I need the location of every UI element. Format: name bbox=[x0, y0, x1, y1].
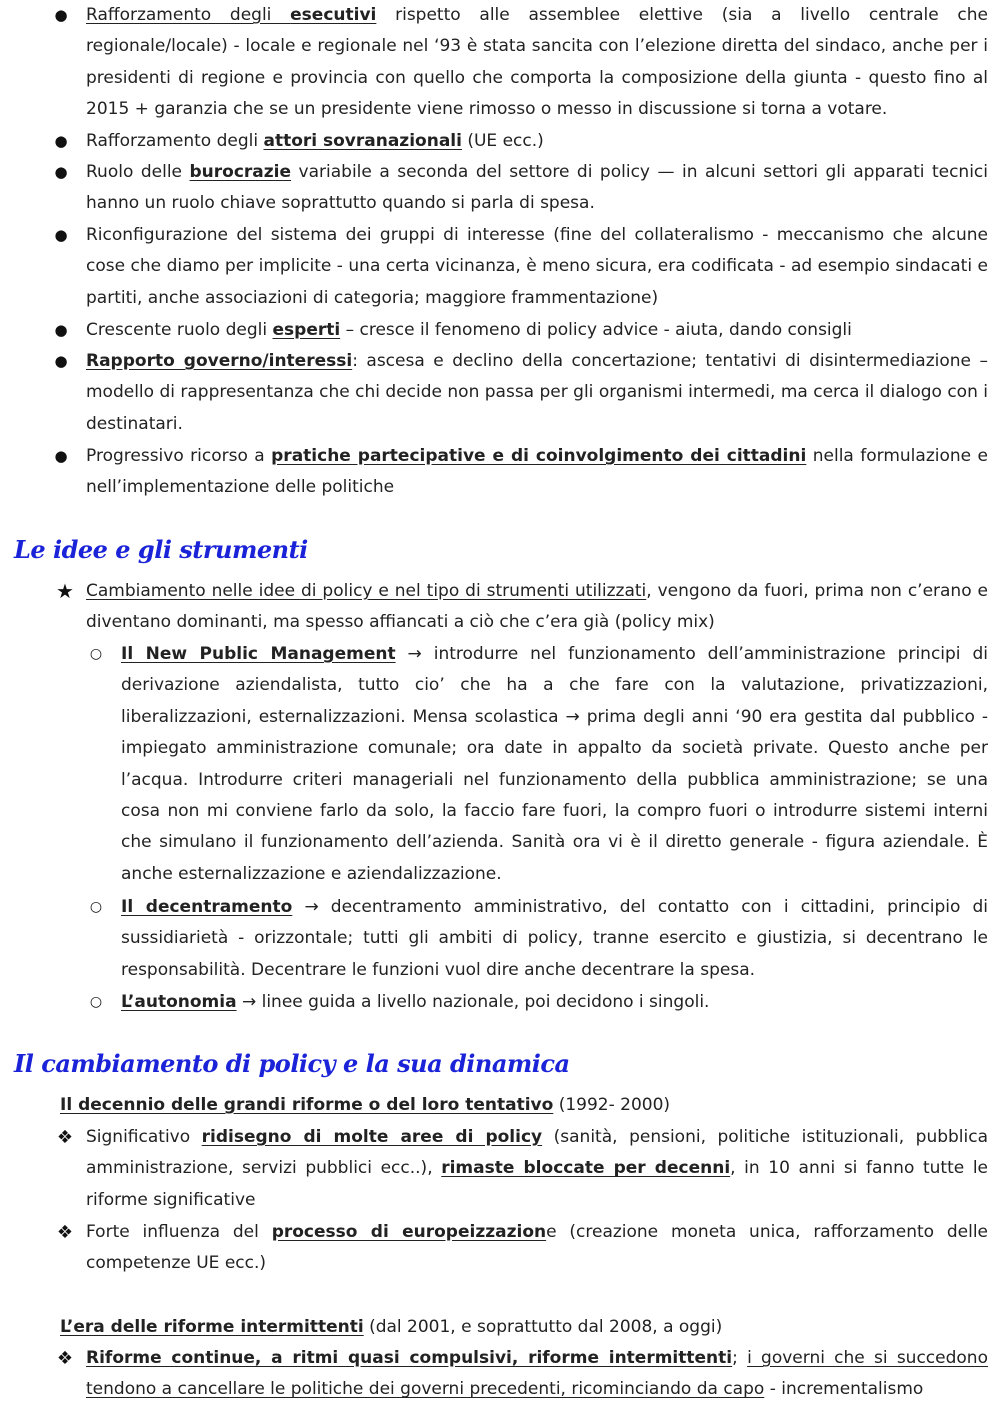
bullet-dot-icon: ● bbox=[54, 321, 68, 339]
subsection-title bbox=[60, 1090, 670, 1121]
item-text: Forte influenza del bbox=[86, 1222, 272, 1242]
key-term: L’autonomia bbox=[121, 992, 237, 1012]
bullet-dot-icon: ● bbox=[54, 163, 68, 181]
bullet-dot-icon: ● bbox=[54, 226, 68, 244]
key-term: rimaste bloccate per decenni bbox=[441, 1158, 731, 1179]
item-text: : ascesa e declino della concertazione; tentativi di disintermediazione – modello di rappresentanza che chi decide non passa per gli organismi intermedi, ma cerca il dialogo con i destinatari. bbox=[86, 351, 989, 434]
circle-bullet-icon: ○ bbox=[89, 899, 103, 915]
sub-list-item bbox=[121, 987, 988, 1018]
section-heading: Il cambiamento di policy e la sua dinamica bbox=[14, 1049, 570, 1078]
bullet-dot-icon: ● bbox=[54, 6, 68, 24]
item-text: - incrementalismo bbox=[764, 1379, 924, 1400]
list-item bbox=[86, 1343, 988, 1406]
key-term: esperti bbox=[272, 320, 341, 340]
item-text: (UE ecc.) bbox=[461, 131, 544, 151]
circle-bullet-icon: ○ bbox=[89, 646, 103, 662]
key-term: attori sovranazionali bbox=[263, 131, 462, 151]
section-heading: Le idee e gli strumenti bbox=[14, 535, 308, 564]
key-term: Rapporto governo/interessi bbox=[86, 351, 353, 371]
item-text: variabile a seconda del settore di policy — in alcuni settori gli apparati tecnici hanno un ruolo chiave soprattutto quando si parla di spesa. bbox=[86, 162, 988, 214]
item-text: , vengono da fuori, prima non c’erano e diventano dominanti, ma spesso affiancati a ciò che c’era già (policy mix) bbox=[86, 581, 988, 633]
item-text: Crescente ruolo degli bbox=[86, 320, 273, 340]
item-text: , in 10 anni si fanno tutte le riforme significative bbox=[86, 1158, 988, 1210]
bullet-dot-icon: ● bbox=[54, 352, 68, 370]
diamond-bullet-icon: ❖ bbox=[56, 1127, 74, 1148]
item-text: rispetto alle assemblee elettive (sia a livello centrale che regionale/locale) - locale e regionale nel ‘93 è stata sancita con l’elezione diretta del sindaco, anche per i presidenti di regione e provincia con quello che comporta la composizione della giunta - questo fino al 2015 + garanzia che se un presidente viene rimosso o messo in discussione si torna a votare. bbox=[86, 5, 988, 120]
list-item bbox=[86, 441, 988, 504]
key-term: Il decentramento bbox=[121, 897, 293, 917]
list-item bbox=[86, 0, 988, 126]
item-text: → decentramento amministrativo, del contatto con i cittadini, principio di sussidiarietà - orizzontale; tutti gli ambiti di policy, tranne esercito e giustizia, si decentrano le responsabilità. Decentrare le funzioni vuol dire anche decentrare la spesa. bbox=[121, 897, 988, 980]
key-term: esecutivi bbox=[290, 5, 377, 25]
item-text: → linee guida a livello nazionale, poi decidono i singoli. bbox=[236, 992, 710, 1012]
item-text: ; bbox=[732, 1348, 748, 1368]
underlined-text: i governi che si succedono tendono a cancellare le politiche dei governi precedenti, ricominciando da capo bbox=[86, 1348, 988, 1400]
bullet-dot-icon: ● bbox=[54, 132, 68, 150]
underlined-text: Rafforzamento degli bbox=[86, 5, 291, 25]
circle-bullet-icon: ○ bbox=[89, 994, 103, 1010]
list-item bbox=[86, 1122, 988, 1216]
list-item bbox=[86, 1217, 988, 1280]
list-item bbox=[86, 315, 988, 346]
item-text: Significativo bbox=[86, 1127, 202, 1147]
subsection-title-text: L’era delle riforme intermittenti bbox=[60, 1317, 364, 1337]
diamond-bullet-icon: ❖ bbox=[56, 1222, 74, 1243]
subsection-title-rest: (1992- 2000) bbox=[553, 1095, 671, 1115]
underlined-text: Cambiamento nelle idee di policy e nel tipo di strumenti utilizzati bbox=[86, 581, 647, 601]
subsection-title bbox=[60, 1312, 722, 1343]
key-term: Il New Public Management bbox=[121, 644, 396, 664]
item-text: (sanità, pensioni, politiche istituzionali, pubblica amministrazione, servizi pubblici ecc..), bbox=[86, 1127, 989, 1179]
list-item bbox=[86, 126, 988, 157]
star-bullet-icon: ★ bbox=[56, 579, 74, 603]
item-text: Ruolo delle bbox=[86, 162, 190, 182]
item-text: Progressivo ricorso a bbox=[86, 446, 272, 466]
item-text: nella formulazione e nell’implementazione delle politiche bbox=[86, 446, 988, 498]
key-term: Riforme continue, a ritmi quasi compulsivi, riforme intermittenti bbox=[86, 1348, 733, 1368]
subsection-title-rest: (dal 2001, e soprattutto dal 2008, a oggi) bbox=[363, 1317, 723, 1337]
subsection-title-text: Il decennio delle grandi riforme o del loro tentativo bbox=[60, 1095, 554, 1115]
key-term: burocrazie bbox=[189, 162, 292, 182]
key-term: processo di europeizzazion bbox=[271, 1222, 547, 1242]
sub-list-item bbox=[121, 639, 988, 890]
item-text: → introdurre nel funzionamento dell’amministrazione principi di derivazione aziendalista, tutto cio’ che ha a che fare con la valutazione, privatizzazioni, liberalizzazioni, esternalizzazioni. Mensa scolastica → prima degli anni ‘90 era gestita dal pubblico - impiegato amministrazione comunale; ora date in appalto da società private. Questo anche per l’acqua. Introdurre criteri manageriali nel funzionamento della pubblica amministrazione; se una cosa non mi conviene farlo da solo, la faccio fare fuori, la compro fuori o introdurre sistemi interni che simulano il funzionamento dell’azienda. Sanità ora vi è il diretto generale - figura aziendale. È anche esternalizzazione e aziendalizzazione. bbox=[121, 644, 988, 884]
list-item bbox=[86, 576, 988, 639]
key-term: pratiche partecipative e di coinvolgimento dei cittadini bbox=[271, 446, 807, 466]
item-text: – cresce il fenomeno di policy advice - aiuta, dando consigli bbox=[340, 320, 852, 340]
item-text: Rafforzamento degli bbox=[86, 131, 264, 151]
diamond-bullet-icon: ❖ bbox=[56, 1348, 74, 1369]
item-text: e (creazione moneta unica, rafforzamento delle competenze UE ecc.) bbox=[86, 1222, 989, 1274]
list-item bbox=[86, 157, 988, 220]
key-term: ridisegno di molte aree di policy bbox=[201, 1127, 543, 1147]
list-item bbox=[86, 346, 988, 440]
sub-list-item bbox=[121, 892, 988, 986]
list-item: Riconfigurazione del sistema dei gruppi di interesse (fine del collateralismo - meccanismo che alcune cose che diamo per implicite - una certa vicinanza, è meno sicura, era codificata - ad esempio sindacati e partiti, anche associazioni di categoria; maggiore frammentazione) bbox=[86, 225, 988, 308]
bullet-dot-icon: ● bbox=[54, 447, 68, 465]
